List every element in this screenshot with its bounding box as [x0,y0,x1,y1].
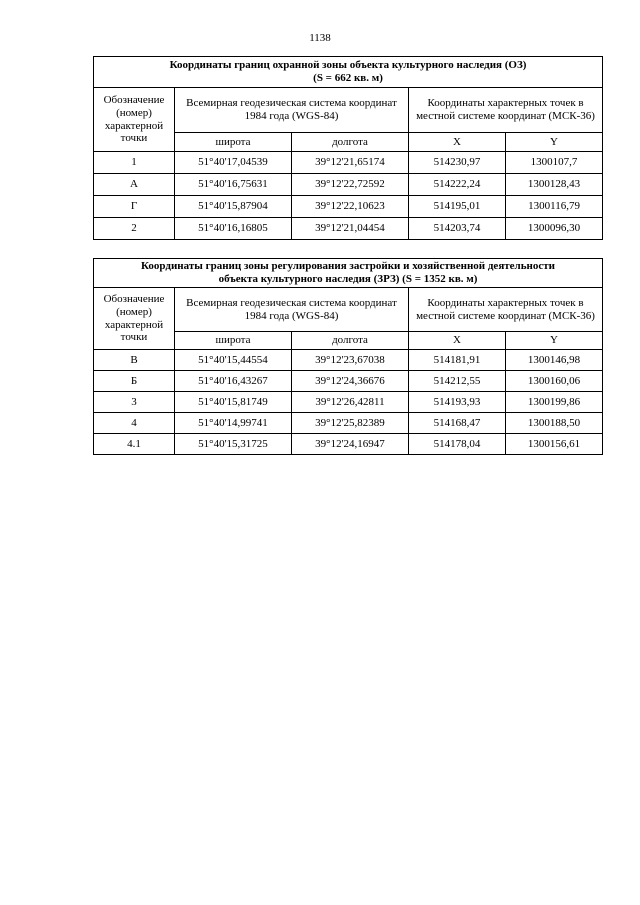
table-row [94,196,603,218]
oz-coordinates-table [93,56,603,240]
cell-longitude: 39°12'23,67038 [292,350,409,371]
table-title-line2: (S = 662 кв. м) [313,72,383,84]
table-row [94,434,603,455]
cell-latitude: 51°40'16,75631 [175,174,292,196]
cell-longitude: 39°12'24,36676 [292,371,409,392]
cell-longitude: 39°12'26,42811 [292,392,409,413]
header-wgs84: Всемирная геодезическая система координат 1984 года (WGS-84) [175,88,409,133]
table-row [94,152,603,174]
cell-y: 1300107,7 [506,152,603,174]
zrz-coordinates-table [93,258,603,455]
cell-latitude: 51°40'15,31725 [175,434,292,455]
cell-point: 1 [94,152,175,174]
header-local-system: Координаты характерных точек в местной системе координат (МСК-36) [409,88,603,133]
cell-point: А [94,174,175,196]
table-title-line1: Координаты границ зоны регулирования застройки и хозяйственной деятельности [141,260,556,273]
cell-x: 514230,97 [409,152,506,174]
table-row [94,413,603,434]
header-latitude: широта [175,133,292,152]
cell-point: Б [94,371,175,392]
header-longitude: долгота [292,133,409,152]
table-row [94,218,603,240]
cell-longitude: 39°12'21,65174 [292,152,409,174]
cell-y: 1300199,86 [506,392,603,413]
cell-latitude: 51°40'15,44554 [175,350,292,371]
cell-y: 1300128,43 [506,174,603,196]
header-point: Обозначение (номер) характерной точки [94,288,175,350]
cell-x: 514203,74 [409,218,506,240]
cell-point: 3 [94,392,175,413]
header-longitude: долгота [292,332,409,350]
header-local-system: Координаты характерных точек в местной системе координат (МСК-36) [409,288,603,332]
cell-y: 1300096,30 [506,218,603,240]
cell-point: 4.1 [94,434,175,455]
header-x: X [409,332,506,350]
cell-latitude: 51°40'16,16805 [175,218,292,240]
cell-point: 2 [94,218,175,240]
cell-latitude: 51°40'17,04539 [175,152,292,174]
header-wgs84: Всемирная геодезическая система координат 1984 года (WGS-84) [175,288,409,332]
cell-point: 4 [94,413,175,434]
table-title [94,57,603,88]
cell-x: 514222,24 [409,174,506,196]
table-row [94,371,603,392]
cell-point: В [94,350,175,371]
table-title-line2: объекта культурного наследия (ЗРЗ) (S = 1352 кв. м) [218,273,478,285]
cell-longitude: 39°12'25,82389 [292,413,409,434]
cell-x: 514181,91 [409,350,506,371]
header-x: X [409,133,506,152]
cell-latitude: 51°40'14,99741 [175,413,292,434]
header-latitude: широта [175,332,292,350]
cell-y: 1300156,61 [506,434,603,455]
table-row [94,392,603,413]
cell-y: 1300116,79 [506,196,603,218]
cell-x: 514178,04 [409,434,506,455]
table-title-line1: Координаты границ охранной зоны объекта культурного наследия (ОЗ) [169,59,527,72]
cell-y: 1300160,06 [506,371,603,392]
cell-longitude: 39°12'22,10623 [292,196,409,218]
table-row [94,350,603,371]
header-y: Y [506,133,603,152]
cell-latitude: 51°40'15,87904 [175,196,292,218]
header-point: Обозначение (номер) характерной точки [94,88,175,152]
cell-longitude: 39°12'24,16947 [292,434,409,455]
table-row [94,174,603,196]
cell-latitude: 51°40'15,81749 [175,392,292,413]
cell-x: 514193,93 [409,392,506,413]
cell-y: 1300188,50 [506,413,603,434]
header-y: Y [506,332,603,350]
cell-x: 514168,47 [409,413,506,434]
cell-x: 514212,55 [409,371,506,392]
page-number: 1138 [309,32,331,44]
cell-x: 514195,01 [409,196,506,218]
cell-y: 1300146,98 [506,350,603,371]
cell-point: Г [94,196,175,218]
cell-longitude: 39°12'22,72592 [292,174,409,196]
cell-latitude: 51°40'16,43267 [175,371,292,392]
cell-longitude: 39°12'21,04454 [292,218,409,240]
table-title [94,259,603,288]
